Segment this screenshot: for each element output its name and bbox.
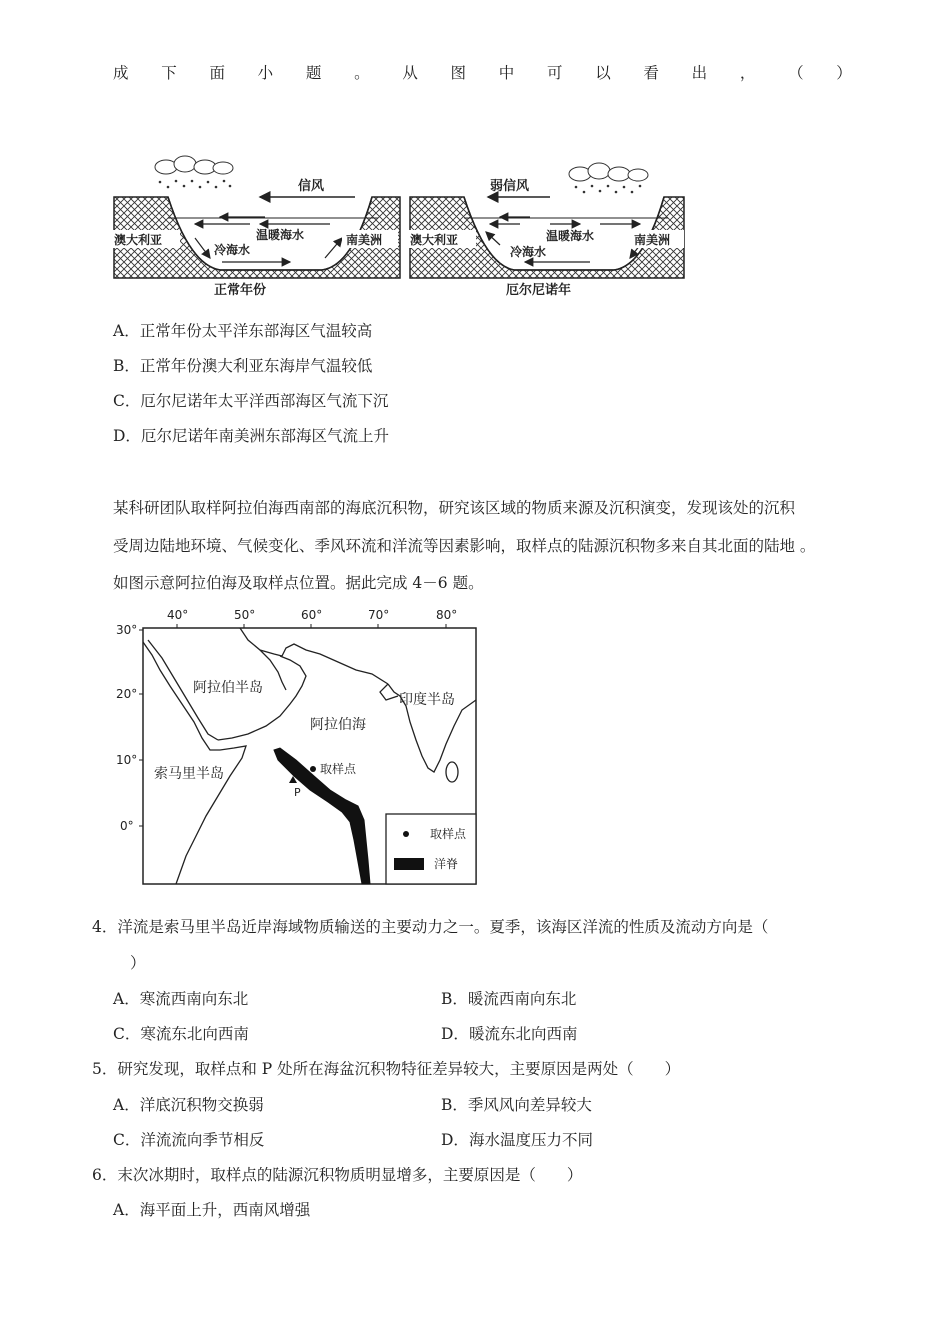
el-nino-year-caption: 厄尔尼诺年 — [506, 283, 572, 298]
intro-char: 下 — [161, 64, 177, 82]
lat-label: 0° — [120, 819, 134, 833]
q3-option-b: B．正常年份澳大利亚东海岸气温较低 — [113, 357, 373, 375]
intro-char: 图 — [450, 64, 467, 82]
map-legend — [386, 814, 476, 884]
q3-option-c: C．厄尔尼诺年太平洋西部海区气流下沉 — [113, 392, 389, 410]
arabian-sea-map — [110, 600, 490, 892]
intro-char: ） — [836, 64, 852, 82]
intro-char: 可 — [546, 64, 563, 82]
lat-label: 30° — [116, 623, 138, 637]
sample-point-marker — [310, 766, 316, 772]
passage-line-3: 如图示意阿拉伯海及取样点位置。据此完成 4－6 题。 — [113, 574, 484, 592]
intro-char: 小 — [257, 64, 274, 82]
india-label: 印度半岛 — [399, 692, 455, 708]
warm-water-label: 温暖海水 — [546, 229, 595, 243]
q5-option-b: B．季风风向差异较大 — [441, 1096, 592, 1114]
intro-char: 出 — [691, 64, 708, 82]
q4-option-b: B．暖流西南向东北 — [441, 990, 577, 1008]
australia-label: 澳大利亚 — [410, 233, 459, 247]
lon-label: 40° — [167, 608, 189, 622]
intro-char: 中 — [498, 64, 515, 82]
point-p-label: P — [294, 786, 301, 799]
lon-label: 60° — [301, 608, 323, 622]
australia-label: 澳大利亚 — [114, 233, 163, 247]
arabian-sea-label: 阿拉伯海 — [310, 717, 366, 733]
q6-stem: 6．末次冰期时，取样点的陆源沉积物质明显增多，主要原因是（ ） — [92, 1166, 583, 1184]
lat-label: 10° — [116, 753, 138, 767]
q3-option-a: A．正常年份太平洋东部海区气温较高 — [113, 322, 373, 340]
lat-label: 20° — [116, 687, 138, 701]
intro-line — [113, 64, 852, 83]
legend-ridge-label: 洋脊 — [434, 857, 459, 871]
warm-water-label: 温暖海水 — [256, 228, 305, 242]
q4-stem-end: ） — [130, 954, 146, 972]
south-america-label: 南美洲 — [634, 233, 671, 247]
intro-char: ， — [739, 64, 756, 82]
q6-option-a: A．海平面上升，西南风增强 — [113, 1201, 311, 1219]
q5-option-a: A．洋底沉积物交换弱 — [113, 1096, 264, 1114]
sample-point-label: 取样点 — [320, 762, 357, 776]
q5-option-d: D．海水温度压力不同 — [441, 1131, 593, 1149]
el-nino-figure — [110, 150, 690, 300]
normal-year-caption: 正常年份 — [214, 283, 267, 298]
legend-sample-label: 取样点 — [430, 827, 467, 841]
q3-option-d: D．厄尔尼诺年南美洲东部海区气流上升 — [113, 427, 389, 445]
passage-line-2: 受周边陆地环境、气候变化、季风环流和洋流等因素影响，取样点的陆源沉积物多来自其北面的陆地 。 — [113, 537, 816, 555]
arabia-label: 阿拉伯半岛 — [193, 680, 263, 696]
cloud-icon — [569, 163, 648, 181]
passage-line-1: 某科研团队取样阿拉伯海西南部的海底沉积物，研究该区域的物质来源及沉积演变，发现该处的沉积 — [113, 499, 796, 517]
cold-water-label: 冷海水 — [214, 243, 251, 257]
q4-option-a: A．寒流西南向东北 — [113, 990, 249, 1008]
cloud-icon — [155, 156, 233, 174]
intro-char: 。 — [354, 64, 370, 82]
intro-char: 从 — [402, 64, 418, 82]
somali-label: 索马里半岛 — [154, 766, 224, 782]
lon-label: 70° — [368, 608, 390, 622]
intro-char: （ — [788, 64, 804, 82]
q5-option-c: C．洋流流向季节相反 — [113, 1131, 265, 1149]
wind-label: 弱信风 — [490, 179, 530, 194]
rain-icon — [159, 180, 232, 189]
intro-char: 以 — [595, 64, 611, 82]
q5-stem: 5．研究发现，取样点和 P 处所在海盆沉积物特征差异较大，主要原因是两处（ ） — [92, 1060, 681, 1078]
intro-char: 题 — [305, 64, 322, 82]
lon-label: 50° — [234, 608, 256, 622]
q4-stem: 4．洋流是索马里半岛近岸海域物质输送的主要动力之一。夏季，该海区洋流的性质及流动方向是（ — [92, 918, 769, 936]
rain-icon — [575, 185, 642, 194]
wind-label: 信风 — [298, 179, 325, 194]
q4-option-c: C．寒流东北向西南 — [113, 1025, 249, 1043]
normal-year-panel — [112, 156, 400, 298]
south-america-label: 南美洲 — [346, 233, 383, 247]
sri-lanka — [446, 762, 458, 782]
intro-char: 看 — [643, 64, 659, 82]
lon-label: 80° — [436, 608, 458, 622]
intro-char: 面 — [209, 64, 225, 82]
q4-option-d: D．暖流东北向西南 — [441, 1025, 578, 1043]
cold-water-label: 冷海水 — [510, 245, 547, 259]
intro-char: 成 — [113, 64, 129, 82]
el-nino-year-panel — [408, 163, 684, 298]
